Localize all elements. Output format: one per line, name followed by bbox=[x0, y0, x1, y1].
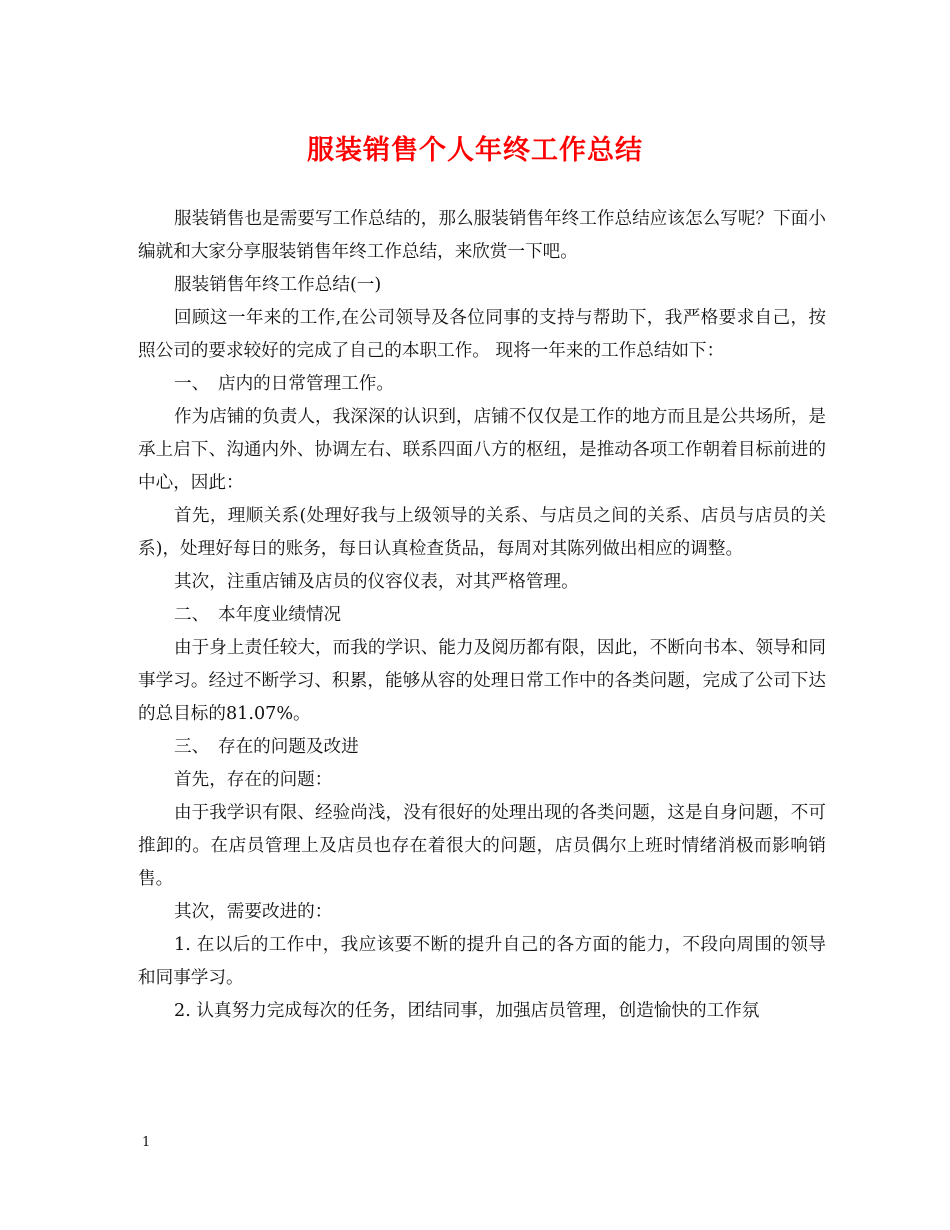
paragraph-intro: 服装销售也是需要写工作总结的，那么服装销售年终工作总结应该怎么写呢？下面小编就和大家分享服装销售年终工作总结，来欣赏一下吧。 bbox=[138, 209, 826, 262]
paragraph-review: 回顾这一年来的工作,在公司领导及各位同事的支持与帮助下，我严格要求自己，按照公司的要求较好的完成了自己的本职工作。 现将一年来的工作总结如下： bbox=[138, 308, 826, 361]
document-title: 服装销售个人年终工作总结 bbox=[307, 135, 643, 166]
paragraph-heading-performance: 二、 本年度业绩情况 bbox=[174, 605, 342, 625]
paragraph-section-heading-1: 服装销售年终工作总结(一) bbox=[174, 275, 382, 295]
paragraph-performance-detail: 由于身上责任较大，而我的学识、能力及阅历都有限，因此，不断向书本、领导和同事学习。经过不断学习、积累，能够从容的处理日常工作中的各类问题，完成了公司下达的总目标的81.07%。 bbox=[138, 638, 826, 724]
paragraph-store-manager-role: 作为店铺的负责人，我深深的认识到，店铺不仅仅是工作的地方而且是公共场所，是承上启下、沟通内外、协调左右、联系四面八方的枢纽，是推动各项工作朝着目标前进的中心，因此： bbox=[138, 407, 826, 493]
paragraph-first-relationships: 首先，理顺关系(处理好我与上级领导的关系、与店员之间的关系、店员与店员的关系)，处理好每日的账务，每日认真检查货品，每周对其陈列做出相应的调整。 bbox=[138, 506, 826, 559]
paragraph-heading-daily-management: 一、 店内的日常管理工作。 bbox=[174, 374, 394, 394]
document-body bbox=[138, 203, 826, 1028]
paragraph-heading-problems: 三、 存在的问题及改进 bbox=[174, 737, 359, 757]
paragraph-improvements-label: 其次，需要改进的： bbox=[174, 902, 333, 922]
paragraph-problems-detail: 由于我学识有限、经验尚浅，没有很好的处理出现的各类问题，这是自身问题，不可推卸的。在店员管理上及店员也存在着很大的问题，店员偶尔上班时情绪消极而影响销售。 bbox=[138, 803, 826, 889]
page-number: 1 bbox=[142, 1135, 151, 1150]
paragraph-improvement-1: 1. 在以后的工作中，我应该要不断的提升自己的各方面的能力，不段向周围的领导和同事学习。 bbox=[138, 935, 826, 988]
paragraph-second-appearance: 其次，注重店铺及店员的仪容仪表，对其严格管理。 bbox=[174, 572, 579, 592]
paragraph-problems-label: 首先，存在的问题： bbox=[174, 770, 333, 790]
paragraph-improvement-2: 2. 认真努力完成每次的任务，团结同事，加强店员管理，创造愉快的工作氛 bbox=[174, 1001, 760, 1021]
